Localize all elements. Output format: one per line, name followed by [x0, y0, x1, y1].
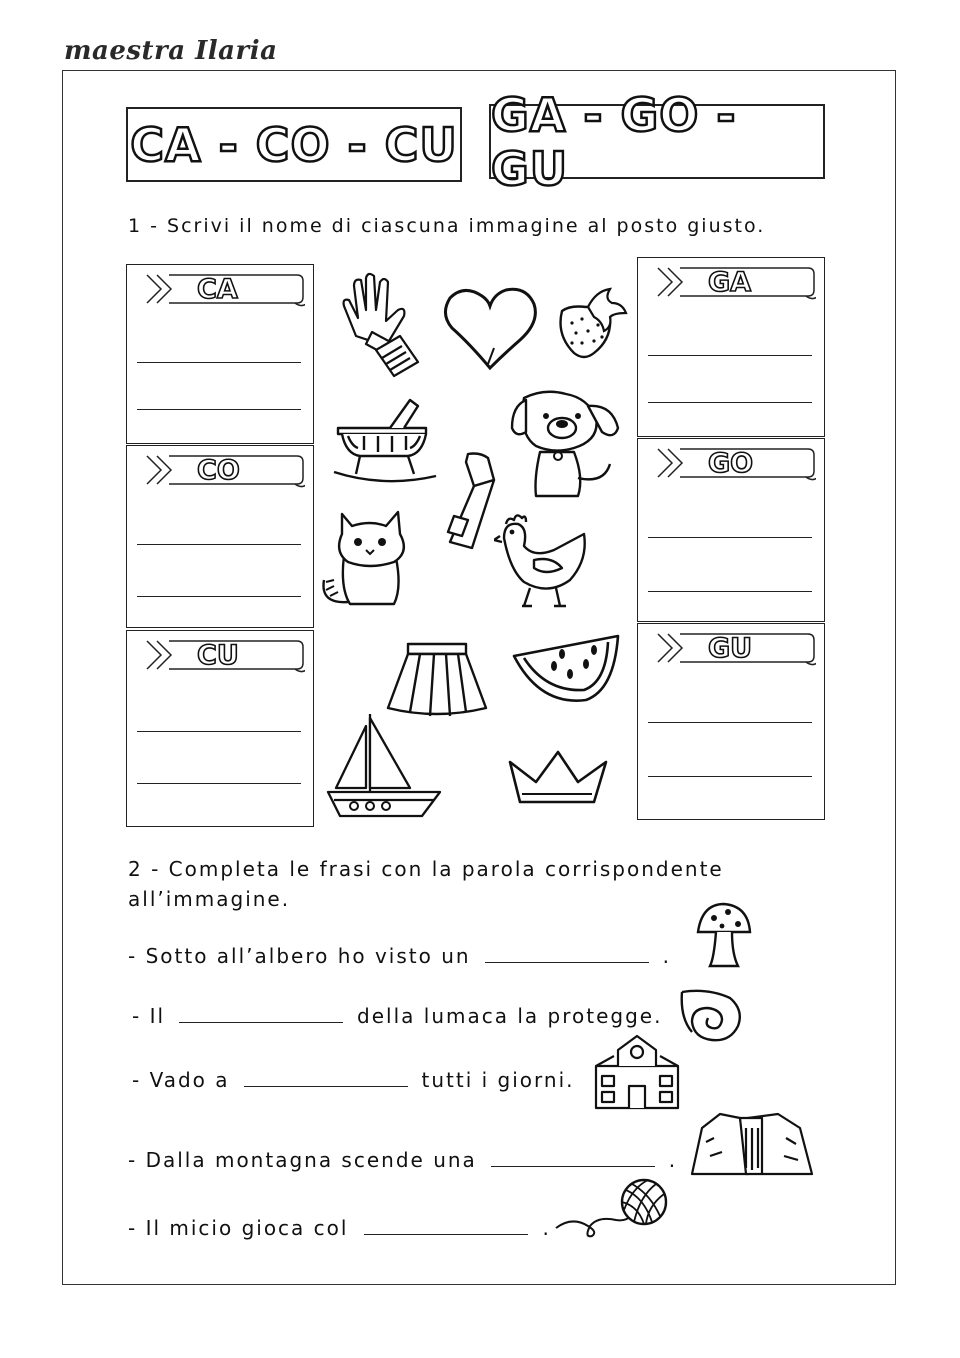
title-box-ca-co-cu — [126, 107, 462, 182]
sentence-text: della lumaca la protegge. — [357, 1004, 663, 1028]
label-gu: GU — [708, 633, 753, 664]
banner-cu — [145, 637, 305, 673]
answer-blank[interactable] — [364, 1233, 528, 1235]
banner-ca — [145, 271, 305, 307]
sentence-text: - Vado a — [132, 1068, 230, 1092]
crown-icon — [506, 748, 612, 808]
column-ga — [637, 257, 825, 437]
write-line[interactable] — [648, 355, 812, 356]
exercise1-instruction: 1 - Scrivi il nome di ciascuna immagine al posto giusto. — [128, 215, 766, 237]
write-line[interactable] — [648, 722, 812, 723]
sentence-text: - Il — [132, 1004, 166, 1028]
cat-icon — [320, 508, 415, 608]
sentence-5 — [128, 1216, 551, 1240]
title-ga-go-gu: GA - GO - GU — [491, 87, 737, 196]
banner-gu — [656, 630, 816, 666]
waterfall-icon — [690, 1108, 814, 1176]
sentence-text: - Dalla montagna scende una — [128, 1148, 477, 1172]
sentence-text: . — [668, 1148, 678, 1172]
sentence-text: - Il micio gioca col — [128, 1216, 349, 1240]
column-co — [126, 445, 314, 628]
column-go — [637, 438, 825, 622]
dog-icon — [504, 388, 624, 503]
sentence-text: . — [662, 944, 671, 968]
boat-icon — [326, 712, 444, 824]
label-cu: CU — [197, 640, 239, 671]
title-box-ga-go-gu — [489, 87, 825, 196]
sentence-text: - Sotto all’albero ho visto un — [128, 944, 471, 968]
column-ca — [126, 264, 314, 444]
strawberry-icon — [552, 283, 632, 361]
answer-blank[interactable] — [244, 1085, 408, 1087]
sentence-1 — [128, 944, 671, 968]
cradle-icon — [330, 392, 440, 492]
write-line[interactable] — [137, 596, 301, 597]
answer-blank[interactable] — [491, 1165, 655, 1167]
column-cu — [126, 630, 314, 827]
write-line[interactable] — [137, 731, 301, 732]
label-co: CO — [197, 455, 240, 486]
author-signature: maestra Ilaria — [64, 36, 278, 66]
write-line[interactable] — [648, 402, 812, 403]
exercise2-instruction: 2 - Completa le frasi con la parola corrispondente all’immagine. — [128, 857, 724, 911]
sentence-4 — [128, 1148, 677, 1172]
hen-icon — [494, 510, 589, 610]
answer-blank[interactable] — [485, 961, 649, 963]
write-line[interactable] — [137, 362, 301, 363]
watermelon-icon — [510, 628, 622, 706]
sentence-3 — [132, 1068, 575, 1092]
mushroom-icon — [694, 902, 754, 972]
sentence-text: . — [542, 1216, 551, 1240]
banner-co — [145, 452, 305, 488]
answer-blank[interactable] — [179, 1021, 343, 1023]
skirt-icon — [384, 640, 490, 720]
banner-ga — [656, 264, 816, 300]
write-line[interactable] — [648, 776, 812, 777]
label-go: GO — [708, 448, 754, 479]
heart-icon — [440, 284, 540, 374]
column-gu — [637, 623, 825, 820]
snail-shell-icon — [678, 988, 744, 1044]
write-line[interactable] — [648, 537, 812, 538]
label-ga: GA — [708, 267, 752, 298]
banner-go — [656, 445, 816, 481]
school-icon — [594, 1032, 680, 1112]
title-ca-co-cu: CA - CO - CU — [130, 117, 458, 172]
sentence-2 — [132, 1004, 662, 1028]
write-line[interactable] — [137, 544, 301, 545]
sentence-text: tutti i giorni. — [421, 1068, 575, 1092]
glue-stick-icon — [432, 450, 502, 555]
write-line[interactable] — [648, 591, 812, 592]
yarn-ball-icon — [552, 1176, 672, 1244]
gloves-icon — [336, 266, 421, 381]
write-line[interactable] — [137, 783, 301, 784]
write-line[interactable] — [137, 409, 301, 410]
label-ca: CA — [197, 274, 238, 305]
